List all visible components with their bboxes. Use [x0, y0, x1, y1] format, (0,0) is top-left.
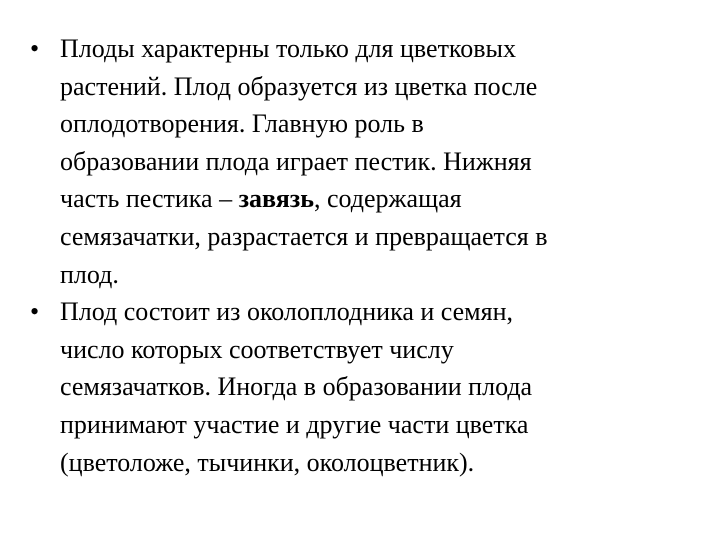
text-line: [60, 293, 668, 331]
text-line: [60, 406, 668, 444]
bullet-item-fruit-structure: [28, 293, 668, 481]
text-run: семязачатки, разрастается и превращается в: [60, 221, 548, 251]
text-run: образовании плода играет пестик. Нижняя: [60, 146, 532, 176]
text-line: [60, 331, 668, 369]
text-line: [60, 143, 668, 181]
bullet-text: [60, 30, 668, 293]
bullet-marker: •: [30, 297, 40, 327]
bullet-item-fruits-definition: [28, 30, 668, 293]
text-line: [60, 256, 668, 294]
bold-term-ovary: завязь: [238, 184, 314, 214]
text-run: (цветоложе, тычинки, околоцветник).: [60, 447, 475, 477]
text-line: [60, 180, 668, 218]
text-run: Плод состоит из околоплодника и семян,: [60, 297, 513, 327]
text-run: Плоды характерны только для цветковых: [60, 34, 516, 63]
text-line: [60, 444, 668, 482]
text-run: растений. Плод образуется из цветка после: [60, 71, 538, 101]
text-run: принимают участие и другие части цветка: [60, 409, 529, 439]
text-run: оплодотворения. Главную роль в: [60, 109, 424, 139]
text-run: число которых соответствует числу: [60, 334, 454, 364]
bullet-marker: •: [30, 34, 40, 63]
text-run: , содержащая: [314, 184, 462, 214]
text-line: [60, 105, 668, 143]
bullet-text: [60, 293, 668, 481]
text-run: плод.: [60, 259, 119, 289]
text-run: часть пестика –: [60, 184, 239, 214]
text-line: [60, 68, 668, 106]
text-line: [60, 30, 668, 68]
bullet-list: [28, 30, 668, 481]
text-line: [60, 218, 668, 256]
text-line: [60, 368, 668, 406]
text-run: семязачатков. Иногда в образовании плода: [60, 372, 533, 402]
